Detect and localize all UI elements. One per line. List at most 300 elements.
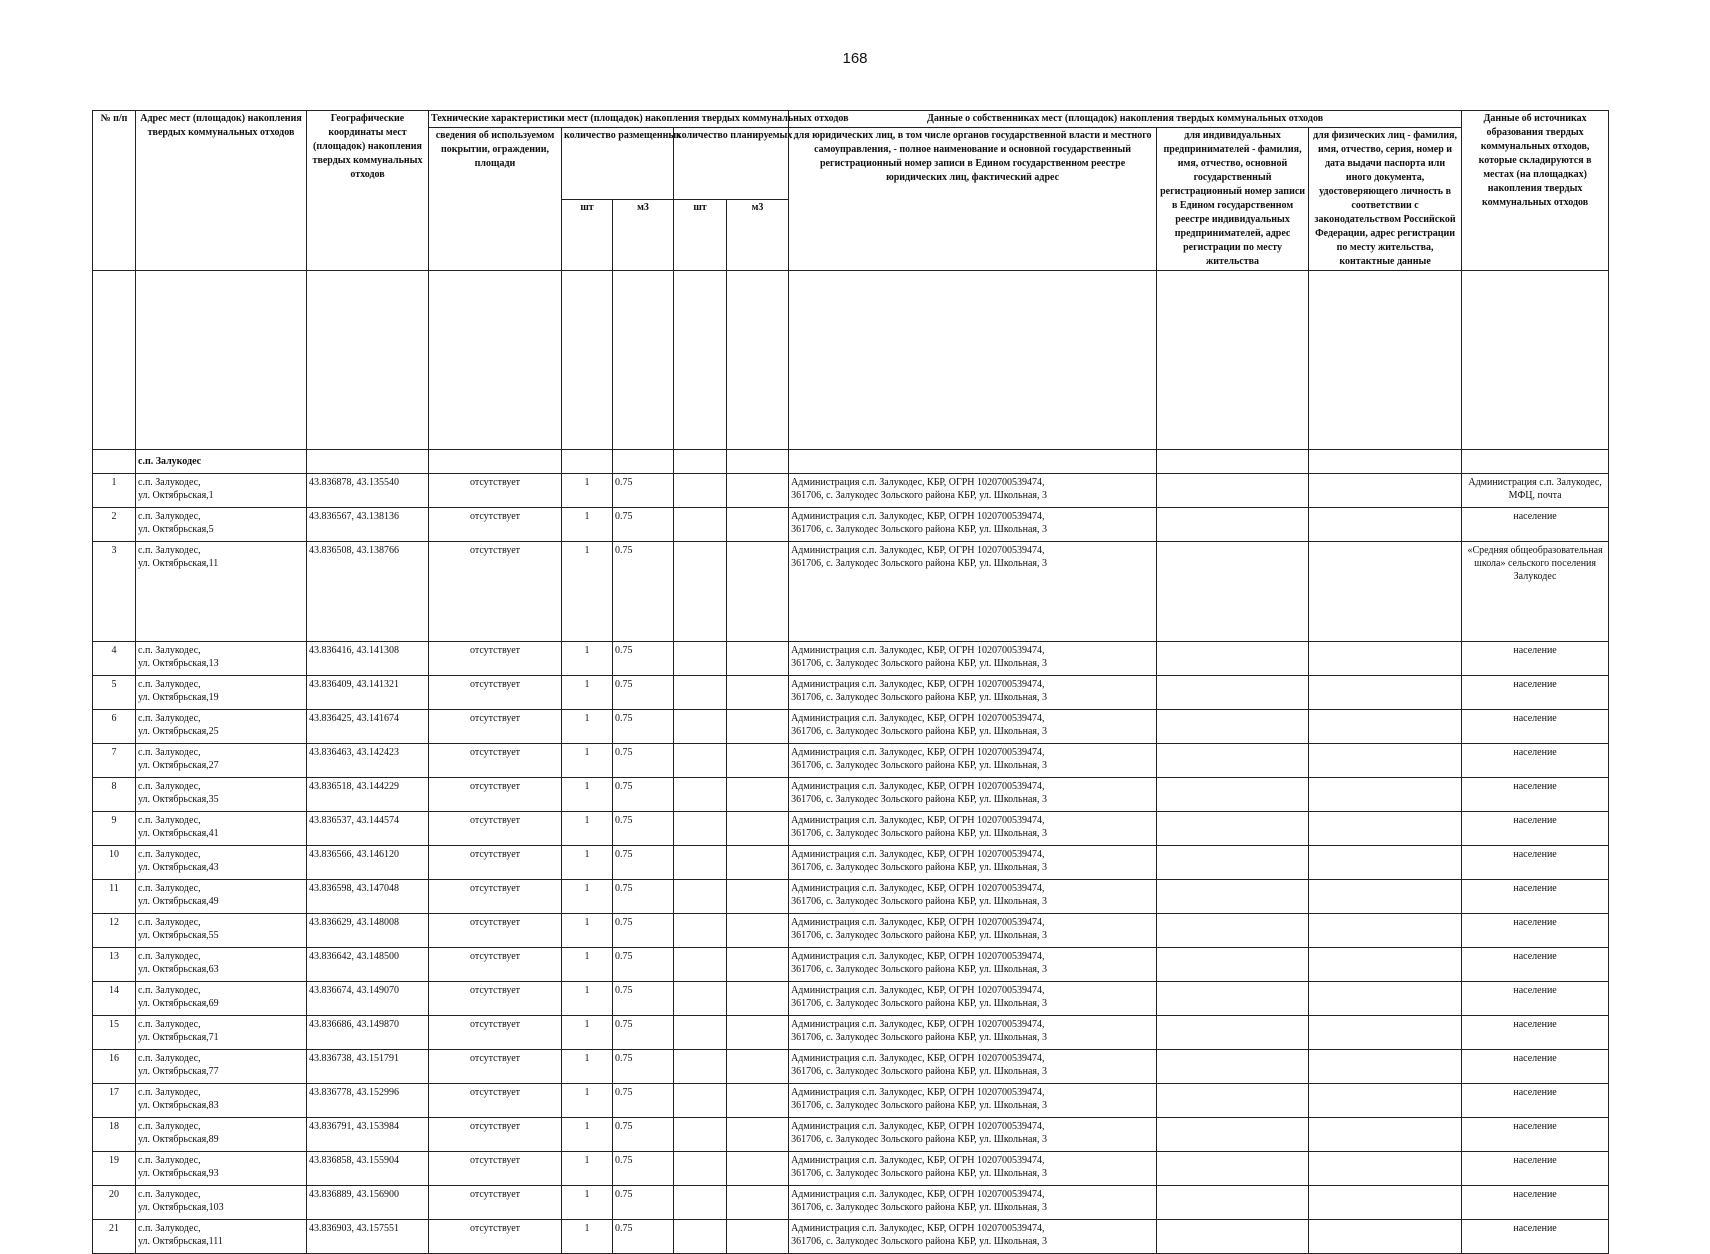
cell-source: население (1462, 948, 1609, 982)
address-line-1: с.п. Залукодес, (138, 545, 201, 556)
cell-num: 8 (93, 778, 136, 812)
cell-planned-count (674, 914, 727, 948)
cell-coords: 43.836537, 43.144574 (307, 812, 429, 846)
owner-line-1: Администрация с.п. Залукодес, КБР, ОГРН 1020700539474, (791, 545, 1045, 556)
cell-num: 16 (93, 1050, 136, 1084)
cell-source: население (1462, 1050, 1609, 1084)
cell-num: 9 (93, 812, 136, 846)
cell-owner-phys (1309, 778, 1462, 812)
owner-line-2: 361706, с. Залукодес Зольского района КБР, ул. Школьная, 3 (791, 760, 1047, 771)
owner-line-1: Администрация с.п. Залукодес, КБР, ОГРН 1020700539474, (791, 1223, 1045, 1234)
address-line-2: ул. Октябрьская,111 (138, 1236, 223, 1247)
cell-count: 1 (562, 1084, 613, 1118)
cell-source: население (1462, 710, 1609, 744)
address-line-2: ул. Октябрьская,35 (138, 794, 219, 805)
address-line-2: ул. Октябрьская,63 (138, 964, 219, 975)
cell-cover: отсутствует (429, 948, 562, 982)
cell-planned-count (674, 1152, 727, 1186)
address-line-1: с.п. Залукодес, (138, 511, 201, 522)
cell-owner-ip (1157, 642, 1309, 676)
cell-coords: 43.836518, 43.144229 (307, 778, 429, 812)
cell-cover: отсутствует (429, 744, 562, 778)
cell-volume: 0.75 (613, 846, 674, 880)
cell-owner-phys (1309, 1152, 1462, 1186)
address-line-1: с.п. Залукодес, (138, 917, 201, 928)
cell-owner-legal (789, 778, 1157, 812)
cell-coords: 43.836463, 43.142423 (307, 744, 429, 778)
cell-count: 1 (562, 542, 613, 642)
cell-volume: 0.75 (613, 710, 674, 744)
address-line-2: ул. Октябрьская,71 (138, 1032, 219, 1043)
cell-owner-ip (1157, 880, 1309, 914)
table-row (93, 914, 1609, 948)
cell-address (136, 1050, 307, 1084)
cell-planned-count (674, 1118, 727, 1152)
cell-planned-count (674, 1050, 727, 1084)
address-line-2: ул. Октябрьская,77 (138, 1066, 219, 1077)
cell-owner-phys (1309, 1084, 1462, 1118)
cell-source: население (1462, 914, 1609, 948)
address-line-1: с.п. Залукодес, (138, 679, 201, 690)
owner-line-1: Администрация с.п. Залукодес, КБР, ОГРН 1020700539474, (791, 747, 1045, 758)
cell-owner-phys (1309, 812, 1462, 846)
cell-coords: 43.836629, 43.148008 (307, 914, 429, 948)
cell-address (136, 676, 307, 710)
cell-address (136, 508, 307, 542)
cell-address (136, 1220, 307, 1254)
cell-coords: 43.836778, 43.152996 (307, 1084, 429, 1118)
cell-owner-legal (789, 846, 1157, 880)
cell-planned-volume (727, 1152, 789, 1186)
cell-address (136, 812, 307, 846)
cell-cover: отсутствует (429, 1152, 562, 1186)
table-row (93, 642, 1609, 676)
owner-line-2: 361706, с. Залукодес Зольского района КБР, ул. Школьная, 3 (791, 726, 1047, 737)
cell-count: 1 (562, 1016, 613, 1050)
cell-address (136, 1152, 307, 1186)
table-row (93, 508, 1609, 542)
header-unit-m3: м3 (613, 199, 674, 271)
cell-owner-ip (1157, 1084, 1309, 1118)
address-line-2: ул. Октябрьская,5 (138, 524, 214, 535)
owner-line-2: 361706, с. Залукодес Зольского района КБР, ул. Школьная, 3 (791, 1066, 1047, 1077)
cell-num: 17 (93, 1084, 136, 1118)
cell-planned-count (674, 508, 727, 542)
cell-planned-volume (727, 948, 789, 982)
cell-volume: 0.75 (613, 676, 674, 710)
cell-source: население (1462, 982, 1609, 1016)
cell-volume: 0.75 (613, 948, 674, 982)
page-number: 168 (842, 50, 868, 67)
address-line-1: с.п. Залукодес, (138, 883, 201, 894)
cell-planned-count (674, 474, 727, 508)
cell-num: 10 (93, 846, 136, 880)
address-line-1: с.п. Залукодес, (138, 781, 201, 792)
cell-planned-volume (727, 508, 789, 542)
header-tech: Технические характеристики мест (площадок) накопления твердых коммунальных отходов (429, 111, 789, 128)
header-owners-ip: для индивидуальных предпринимателей - фамилия, имя, отчество, основной государственный регистрационный номер записи в Едином государственном реестре индивидуальных предпринимателей, адрес регистрации по месту жительства (1157, 128, 1309, 271)
cell-num: 1 (93, 474, 136, 508)
owner-line-1: Администрация с.п. Залукодес, КБР, ОГРН 1020700539474, (791, 679, 1045, 690)
address-line-1: с.п. Залукодес, (138, 985, 201, 996)
table-header (93, 111, 1609, 450)
cell-volume: 0.75 (613, 778, 674, 812)
owner-line-2: 361706, с. Залукодес Зольского района КБР, ул. Школьная, 3 (791, 896, 1047, 907)
table-row (93, 1016, 1609, 1050)
cell-cover: отсутствует (429, 1186, 562, 1220)
cell-owner-legal (789, 880, 1157, 914)
cell-planned-count (674, 778, 727, 812)
owner-line-1: Администрация с.п. Залукодес, КБР, ОГРН 1020700539474, (791, 1087, 1045, 1098)
cell-num: 6 (93, 710, 136, 744)
cell-planned-volume (727, 1118, 789, 1152)
header-tech-count-planned: количество планируемых (674, 128, 789, 200)
address-line-1: с.п. Залукодес, (138, 1189, 201, 1200)
cell-planned-count (674, 948, 727, 982)
cell-coords: 43.836878, 43.135540 (307, 474, 429, 508)
owner-line-1: Администрация с.п. Залукодес, КБР, ОГРН 1020700539474, (791, 713, 1045, 724)
cell-owner-phys (1309, 642, 1462, 676)
cell-address (136, 846, 307, 880)
cell-cover: отсутствует (429, 1220, 562, 1254)
address-line-2: ул. Октябрьская,11 (138, 558, 219, 569)
table-row (93, 1186, 1609, 1220)
cell-volume: 0.75 (613, 982, 674, 1016)
header-address: Адрес мест (площадок) накопления твердых коммунальных отходов (136, 111, 307, 271)
cell-planned-volume (727, 982, 789, 1016)
cell-owner-legal (789, 1220, 1157, 1254)
address-line-1: с.п. Залукодес, (138, 1121, 201, 1132)
cell-num: 12 (93, 914, 136, 948)
owner-line-2: 361706, с. Залукодес Зольского района КБР, ул. Школьная, 3 (791, 964, 1047, 975)
cell-cover: отсутствует (429, 1016, 562, 1050)
header-unit-m3-2: м3 (727, 199, 789, 271)
cell-num: 7 (93, 744, 136, 778)
cell-source: население (1462, 744, 1609, 778)
cell-owner-legal (789, 1084, 1157, 1118)
cell-cover: отсутствует (429, 982, 562, 1016)
cell-cover: отсутствует (429, 642, 562, 676)
cell-count: 1 (562, 982, 613, 1016)
cell-owner-ip (1157, 914, 1309, 948)
cell-num: 20 (93, 1186, 136, 1220)
header-unit-pcs-2: шт (674, 199, 727, 271)
cell-coords: 43.836738, 43.151791 (307, 1050, 429, 1084)
cell-coords: 43.836416, 43.141308 (307, 642, 429, 676)
cell-source: население (1462, 812, 1609, 846)
cell-planned-volume (727, 1220, 789, 1254)
address-line-2: ул. Октябрьская,19 (138, 692, 219, 703)
owner-line-2: 361706, с. Залукодес Зольского района КБР, ул. Школьная, 3 (791, 1236, 1047, 1247)
cell-owner-phys (1309, 1186, 1462, 1220)
cell-owner-legal (789, 676, 1157, 710)
cell-volume: 0.75 (613, 1186, 674, 1220)
table-row (93, 1220, 1609, 1254)
cell-planned-count (674, 676, 727, 710)
cell-address (136, 914, 307, 948)
table-row (93, 1152, 1609, 1186)
owner-line-1: Администрация с.п. Залукодес, КБР, ОГРН 1020700539474, (791, 917, 1045, 928)
cell-count: 1 (562, 914, 613, 948)
cell-coords: 43.836858, 43.155904 (307, 1152, 429, 1186)
cell-planned-volume (727, 1016, 789, 1050)
cell-volume: 0.75 (613, 1084, 674, 1118)
cell-owner-phys (1309, 914, 1462, 948)
cell-volume: 0.75 (613, 1152, 674, 1186)
cell-owner-legal (789, 948, 1157, 982)
address-line-2: ул. Октябрьская,25 (138, 726, 219, 737)
cell-coords: 43.836409, 43.141321 (307, 676, 429, 710)
owner-line-2: 361706, с. Залукодес Зольского района КБР, ул. Школьная, 3 (791, 1168, 1047, 1179)
header-unit-pcs: шт (562, 199, 613, 271)
cell-coords: 43.836566, 43.146120 (307, 846, 429, 880)
owner-line-1: Администрация с.п. Залукодес, КБР, ОГРН 1020700539474, (791, 1121, 1045, 1132)
cell-volume: 0.75 (613, 474, 674, 508)
owner-line-2: 361706, с. Залукодес Зольского района КБР, ул. Школьная, 3 (791, 1032, 1047, 1043)
owner-line-1: Администрация с.п. Залукодес, КБР, ОГРН 1020700539474, (791, 1155, 1045, 1166)
cell-owner-ip (1157, 1050, 1309, 1084)
owner-line-1: Администрация с.п. Залукодес, КБР, ОГРН 1020700539474, (791, 849, 1045, 860)
address-line-1: с.п. Залукодес, (138, 1223, 201, 1234)
address-line-1: с.п. Залукодес, (138, 1087, 201, 1098)
table-row (93, 982, 1609, 1016)
owner-line-1: Администрация с.п. Залукодес, КБР, ОГРН 1020700539474, (791, 883, 1045, 894)
cell-source: население (1462, 880, 1609, 914)
cell-owner-ip (1157, 982, 1309, 1016)
cell-owner-ip (1157, 676, 1309, 710)
header-coords: Географические координаты мест (площадок) накопления твердых коммунальных отходов (307, 111, 429, 271)
cell-owner-ip (1157, 1152, 1309, 1186)
address-line-2: ул. Октябрьская,1 (138, 490, 214, 501)
owner-line-2: 361706, с. Залукодес Зольского района КБР, ул. Школьная, 3 (791, 862, 1047, 873)
cell-num: 18 (93, 1118, 136, 1152)
cell-address (136, 1186, 307, 1220)
cell-cover: отсутствует (429, 1118, 562, 1152)
cell-owner-ip (1157, 846, 1309, 880)
cell-planned-volume (727, 1186, 789, 1220)
cell-cover: отсутствует (429, 1050, 562, 1084)
cell-count: 1 (562, 1220, 613, 1254)
owner-line-1: Администрация с.п. Залукодес, КБР, ОГРН 1020700539474, (791, 985, 1045, 996)
cell-owner-ip (1157, 948, 1309, 982)
address-line-2: ул. Октябрьская,89 (138, 1134, 219, 1145)
cell-coords: 43.836642, 43.148500 (307, 948, 429, 982)
cell-owner-ip (1157, 1186, 1309, 1220)
address-line-1: с.п. Залукодес, (138, 849, 201, 860)
cell-source: население (1462, 1084, 1609, 1118)
cell-owner-legal (789, 508, 1157, 542)
table-row (93, 778, 1609, 812)
address-line-2: ул. Октябрьская,93 (138, 1168, 219, 1179)
cell-source: Администрация с.п. Залукодес, МФЦ, почта (1462, 474, 1609, 508)
cell-planned-volume (727, 812, 789, 846)
owner-line-2: 361706, с. Залукодес Зольского района КБР, ул. Школьная, 3 (791, 524, 1047, 535)
cell-planned-count (674, 642, 727, 676)
cell-coords: 43.836889, 43.156900 (307, 1186, 429, 1220)
cell-planned-volume (727, 778, 789, 812)
owner-line-2: 361706, с. Залукодес Зольского района КБР, ул. Школьная, 3 (791, 1202, 1047, 1213)
cell-cover: отсутствует (429, 508, 562, 542)
cell-coords: 43.836903, 43.157551 (307, 1220, 429, 1254)
header-tech-count: количество размещенных (562, 128, 674, 200)
cell-source: население (1462, 846, 1609, 880)
cell-address (136, 542, 307, 642)
table-body (93, 450, 1609, 1254)
cell-count: 1 (562, 676, 613, 710)
cell-volume: 0.75 (613, 1016, 674, 1050)
cell-address (136, 474, 307, 508)
table-row (93, 880, 1609, 914)
table-row (93, 846, 1609, 880)
cell-owner-ip (1157, 542, 1309, 642)
table-row (93, 1084, 1609, 1118)
cell-num: 5 (93, 676, 136, 710)
cell-address (136, 1084, 307, 1118)
cell-owner-phys (1309, 1220, 1462, 1254)
cell-cover: отсутствует (429, 914, 562, 948)
cell-address (136, 744, 307, 778)
cell-count: 1 (562, 948, 613, 982)
cell-planned-count (674, 710, 727, 744)
cell-num: 11 (93, 880, 136, 914)
cell-volume: 0.75 (613, 744, 674, 778)
cell-owner-legal (789, 982, 1157, 1016)
owner-line-2: 361706, с. Залукодес Зольского района КБР, ул. Школьная, 3 (791, 692, 1047, 703)
address-line-2: ул. Октябрьская,83 (138, 1100, 219, 1111)
address-line-2: ул. Октябрьская,27 (138, 760, 219, 771)
cell-owner-ip (1157, 1220, 1309, 1254)
header-owners-phys: для физических лиц - фамилия, имя, отчество, серия, номер и дата выдачи паспорта или иного документа, удостоверяющего личность в соответствии с законодательством Российской Федерации, адрес регистрации по месту жительства, контактные данные (1309, 128, 1462, 271)
cell-source: население (1462, 778, 1609, 812)
cell-volume: 0.75 (613, 1220, 674, 1254)
cell-source: население (1462, 508, 1609, 542)
cell-num: 21 (93, 1220, 136, 1254)
address-line-2: ул. Октябрьская,13 (138, 658, 219, 669)
cell-owner-legal (789, 1186, 1157, 1220)
cell-planned-count (674, 542, 727, 642)
owner-line-2: 361706, с. Залукодес Зольского района КБР, ул. Школьная, 3 (791, 1100, 1047, 1111)
cell-cover: отсутствует (429, 846, 562, 880)
cell-owner-legal (789, 1152, 1157, 1186)
waste-sites-table (92, 110, 1609, 1254)
cell-source: население (1462, 1152, 1609, 1186)
table-row (93, 474, 1609, 508)
owner-line-1: Администрация с.п. Залукодес, КБР, ОГРН 1020700539474, (791, 1019, 1045, 1030)
cell-count: 1 (562, 710, 613, 744)
header-tech-surface: сведения об используемом покрытии, ограждении, площади (429, 128, 562, 271)
address-line-2: ул. Октябрьская,43 (138, 862, 219, 873)
header-owners: Данные о собственниках мест (площадок) накопления твердых коммунальных отходов (789, 111, 1462, 128)
cell-planned-count (674, 846, 727, 880)
cell-owner-phys (1309, 508, 1462, 542)
cell-volume: 0.75 (613, 914, 674, 948)
cell-source: население (1462, 642, 1609, 676)
cell-num: 3 (93, 542, 136, 642)
cell-owner-phys (1309, 982, 1462, 1016)
cell-owner-phys (1309, 846, 1462, 880)
owner-line-1: Администрация с.п. Залукодес, КБР, ОГРН 1020700539474, (791, 1189, 1045, 1200)
cell-owner-ip (1157, 710, 1309, 744)
cell-volume: 0.75 (613, 1118, 674, 1152)
cell-count: 1 (562, 812, 613, 846)
cell-owner-ip (1157, 778, 1309, 812)
cell-owner-legal (789, 812, 1157, 846)
owner-line-1: Администрация с.п. Залукодес, КБР, ОГРН 1020700539474, (791, 951, 1045, 962)
cell-num: 14 (93, 982, 136, 1016)
address-line-2: ул. Октябрьская,69 (138, 998, 219, 1009)
cell-owner-phys (1309, 1016, 1462, 1050)
cell-volume: 0.75 (613, 812, 674, 846)
cell-planned-volume (727, 676, 789, 710)
cell-count: 1 (562, 1118, 613, 1152)
cell-count: 1 (562, 1152, 613, 1186)
cell-count: 1 (562, 846, 613, 880)
address-line-1: с.п. Залукодес, (138, 1155, 201, 1166)
cell-planned-volume (727, 1084, 789, 1118)
cell-cover: отсутствует (429, 710, 562, 744)
cell-address (136, 1016, 307, 1050)
owner-line-1: Администрация с.п. Залукодес, КБР, ОГРН 1020700539474, (791, 815, 1045, 826)
cell-address (136, 982, 307, 1016)
cell-cover: отсутствует (429, 676, 562, 710)
cell-num: 2 (93, 508, 136, 542)
address-line-2: ул. Октябрьская,41 (138, 828, 219, 839)
cell-coords: 43.836598, 43.147048 (307, 880, 429, 914)
cell-owner-ip (1157, 508, 1309, 542)
address-line-1: с.п. Залукодес, (138, 1019, 201, 1030)
cell-planned-volume (727, 474, 789, 508)
cell-source: население (1462, 1118, 1609, 1152)
cell-count: 1 (562, 744, 613, 778)
cell-owner-legal (789, 710, 1157, 744)
cell-num: 4 (93, 642, 136, 676)
cell-address (136, 642, 307, 676)
cell-planned-volume (727, 744, 789, 778)
header-owners-legal: для юридических лиц, в том числе органов государственной власти и местного самоуправления, - полное наименование и основной государственный регистрационный номер записи в Едином государственном реестре юридических лиц, фактический адрес (789, 128, 1157, 271)
table-row (93, 744, 1609, 778)
cell-cover: отсутствует (429, 474, 562, 508)
cell-owner-legal (789, 542, 1157, 642)
table-row (93, 812, 1609, 846)
cell-count: 1 (562, 778, 613, 812)
owner-line-2: 361706, с. Залукодес Зольского района КБР, ул. Школьная, 3 (791, 658, 1047, 669)
cell-planned-count (674, 1220, 727, 1254)
address-line-2: ул. Октябрьская,49 (138, 896, 219, 907)
owner-line-2: 361706, с. Залукодес Зольского района КБР, ул. Школьная, 3 (791, 558, 1047, 569)
address-line-1: с.п. Залукодес, (138, 713, 201, 724)
owner-line-2: 361706, с. Залукодес Зольского района КБР, ул. Школьная, 3 (791, 794, 1047, 805)
cell-coords: 43.836425, 43.141674 (307, 710, 429, 744)
cell-planned-volume (727, 1050, 789, 1084)
cell-owner-phys (1309, 474, 1462, 508)
cell-owner-legal (789, 1050, 1157, 1084)
cell-volume: 0.75 (613, 880, 674, 914)
cell-source: население (1462, 1186, 1609, 1220)
cell-owner-phys (1309, 1050, 1462, 1084)
cell-owner-phys (1309, 948, 1462, 982)
cell-owner-ip (1157, 474, 1309, 508)
table-row (93, 676, 1609, 710)
owner-line-1: Администрация с.п. Залукодес, КБР, ОГРН 1020700539474, (791, 477, 1045, 488)
owner-line-2: 361706, с. Залукодес Зольского района КБР, ул. Школьная, 3 (791, 1134, 1047, 1145)
cell-owner-phys (1309, 880, 1462, 914)
table-row (93, 1050, 1609, 1084)
cell-source: население (1462, 676, 1609, 710)
cell-planned-volume (727, 846, 789, 880)
cell-owner-legal (789, 1016, 1157, 1050)
cell-num: 13 (93, 948, 136, 982)
cell-source: население (1462, 1016, 1609, 1050)
